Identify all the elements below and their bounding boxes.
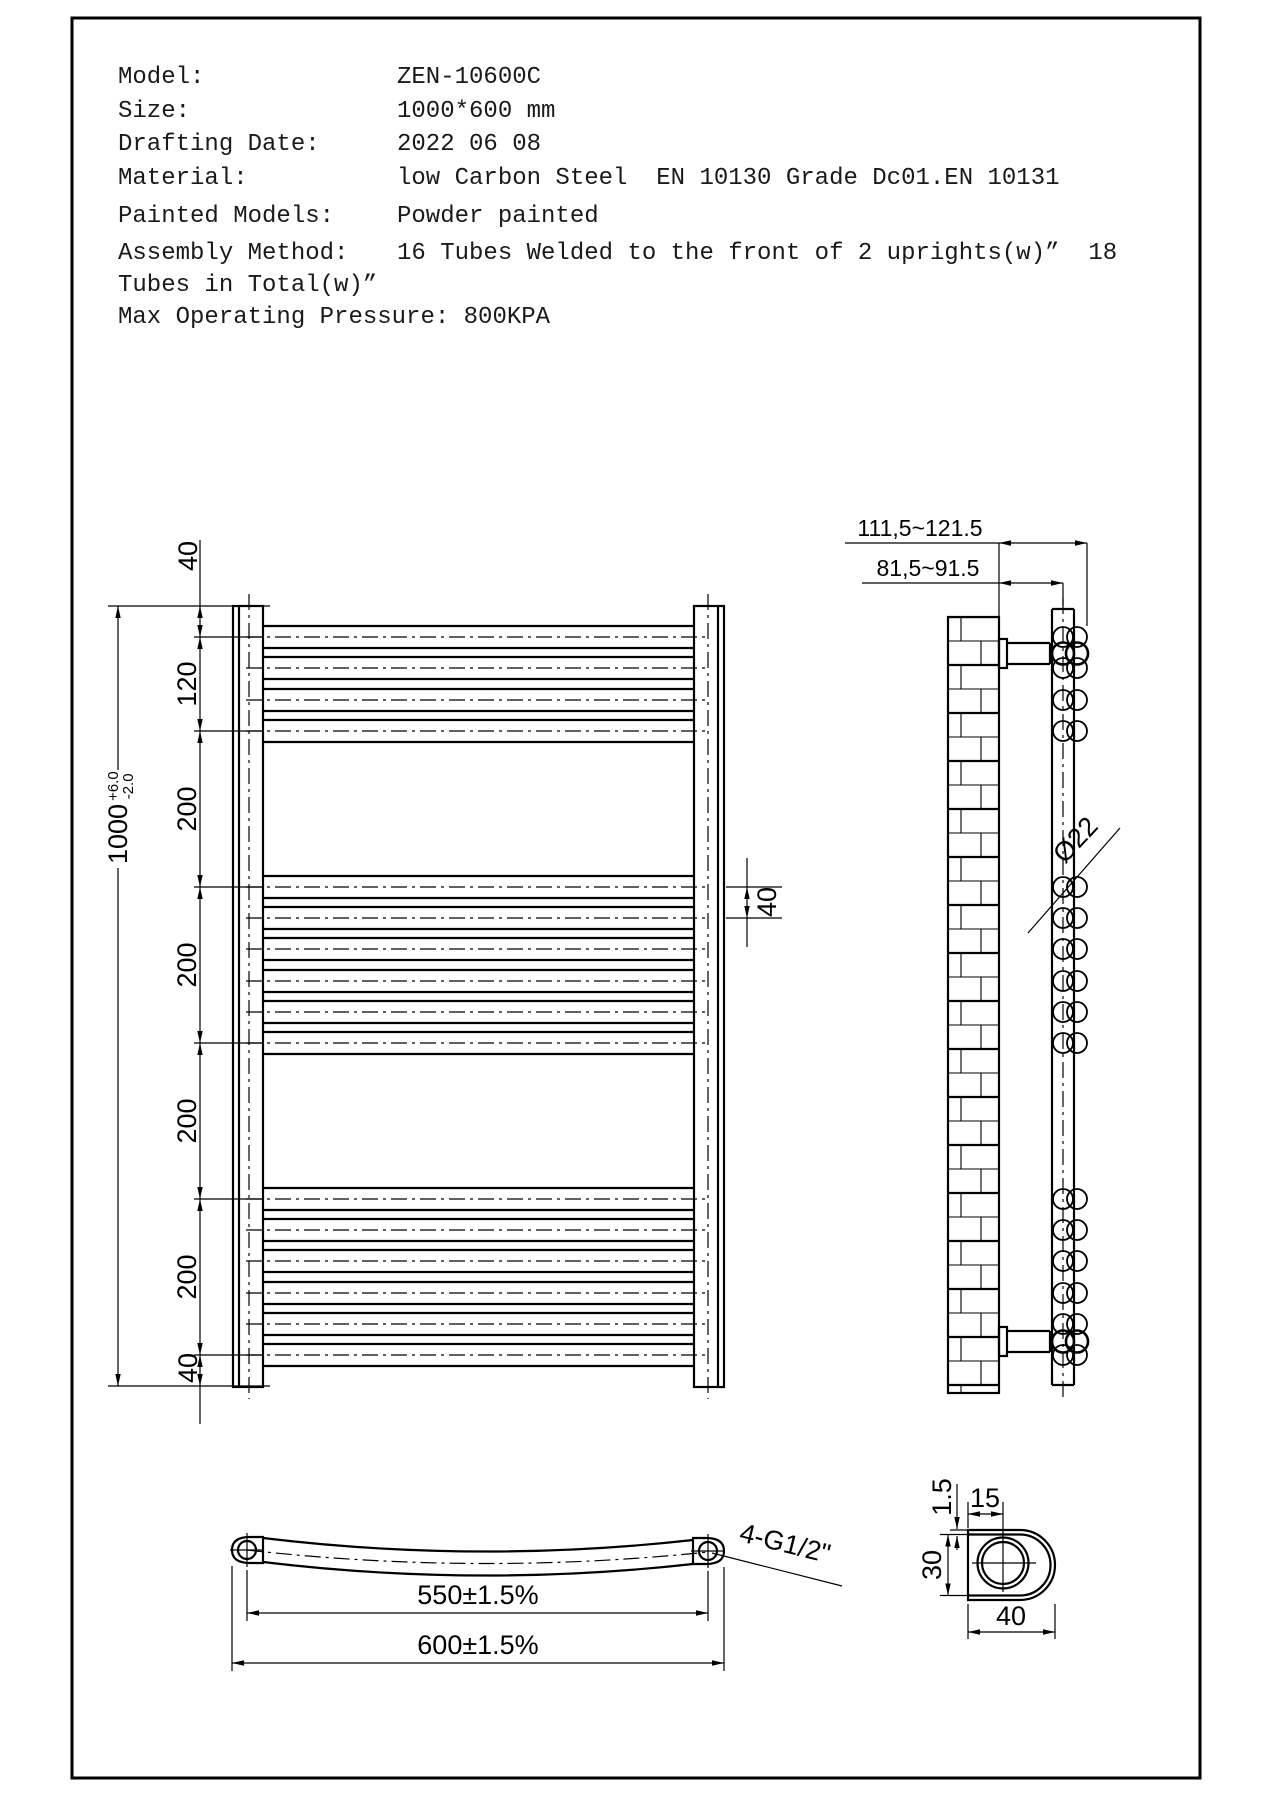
dim-wall-to-front: 111,5~121.5 (857, 515, 983, 541)
svg-text:4-G1/2": 4-G1/2" (736, 1517, 834, 1569)
dim-hole-center-offset: 15 (969, 1483, 1001, 1513)
side-tube-sections (1053, 627, 1087, 1365)
bottom-view (230, 1518, 842, 1671)
svg-text:40: 40 (173, 1352, 203, 1384)
spec-label: Material: (118, 165, 248, 192)
wall-section (948, 617, 999, 1393)
dim-wall-to-center: 81,5~91.5 (876, 555, 980, 581)
front-view (103, 540, 782, 1424)
spec-value: 16 Tubes Welded to the front of 2 uprights(w)” 18 (397, 240, 1118, 267)
side-view (845, 515, 1120, 1397)
svg-text:30: 30 (917, 1549, 947, 1581)
bracket-plate (968, 1530, 1055, 1600)
spec-value: low Carbon Steel EN 10130 Grade Dc01.EN 10131 (397, 165, 1060, 192)
svg-text:200: 200 (172, 1098, 202, 1144)
thread-note (737, 1518, 834, 1569)
dim-plate-width: 40 (995, 1601, 1027, 1631)
spec-value: 1000*600 mm (397, 98, 556, 125)
dim-top-offset (173, 541, 203, 571)
spec-label: Assembly Method: (118, 240, 349, 267)
svg-text:40: 40 (173, 540, 203, 572)
svg-text:1000+6.0-2.0: $1000^{+6.0}-2.0$ (103, 771, 137, 864)
dim-overall-width: 600±1.5% (417, 1630, 539, 1660)
bracket-detail (917, 1478, 1055, 1639)
spec-value: ZEN-10600C (397, 64, 542, 91)
dim-tube-diameter (1047, 811, 1104, 869)
dim-gap1 (172, 786, 202, 831)
dim-overall-height (103, 771, 137, 864)
dim-group3-span (172, 1254, 202, 1299)
spec-value: 2022 06 08 (397, 131, 542, 158)
assembly-continuation: Tubes in Total(w)” (118, 272, 378, 299)
dim-hole-spacing: 550±1.5% (417, 1580, 539, 1610)
svg-text:Ø22: Ø22 (1047, 810, 1104, 869)
svg-text:200: 200 (172, 786, 202, 832)
spec-label: Model: (118, 64, 205, 91)
dim-group2-span (172, 942, 202, 987)
svg-text:200: 200 (172, 942, 202, 988)
spec-value: Powder painted (397, 203, 599, 230)
svg-text:1.5: 1.5 (927, 1478, 957, 1516)
spec-label: Painted Models: (118, 203, 335, 230)
uprights-front (233, 606, 724, 1387)
wall-bracket-top (999, 639, 1088, 668)
max-pressure-note: Max Operating Pressure: 800KPA (118, 304, 551, 331)
svg-text:120: 120 (172, 661, 202, 707)
spec-label: Size: (118, 98, 191, 125)
dim-gap2 (172, 1098, 202, 1143)
dim-plate-thickness (927, 1478, 957, 1516)
dim-tube-pitch (752, 887, 782, 917)
svg-text:40: 40 (752, 886, 782, 918)
dim-plate-height (917, 1550, 947, 1580)
wall-bracket-bottom (999, 1327, 1088, 1356)
svg-text:200: 200 (172, 1254, 202, 1300)
dim-group1-span (172, 661, 202, 706)
dim-bottom-offset (173, 1353, 203, 1383)
front-tubes (246, 626, 710, 1366)
spec-label: Drafting Date: (118, 131, 320, 158)
